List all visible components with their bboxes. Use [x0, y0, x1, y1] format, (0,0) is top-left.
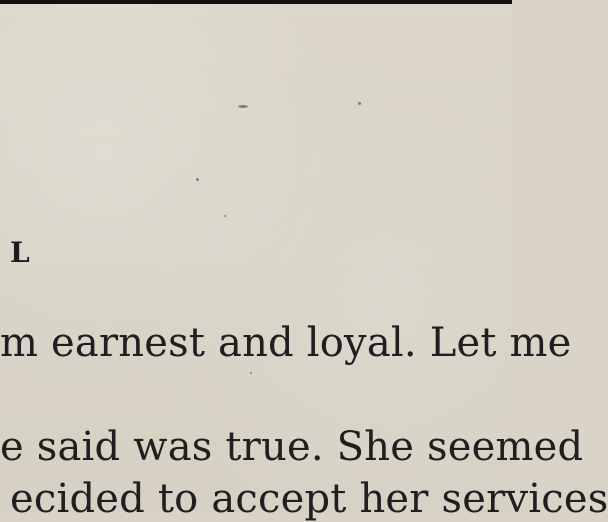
- paper-speck: [196, 178, 199, 181]
- text-line-1: m earnest and loyal. Let me: [0, 320, 572, 366]
- paper-speck: [224, 215, 226, 217]
- paper-speck: [358, 102, 361, 105]
- page-top-edge: [0, 0, 512, 4]
- paper-speck: [250, 372, 252, 374]
- text-line-2: e said was true. She seemed: [0, 424, 584, 470]
- paper-speck: [238, 105, 248, 108]
- chapter-heading-fragment: L: [10, 236, 31, 269]
- text-line-3: ecided to accept her services: [10, 476, 608, 522]
